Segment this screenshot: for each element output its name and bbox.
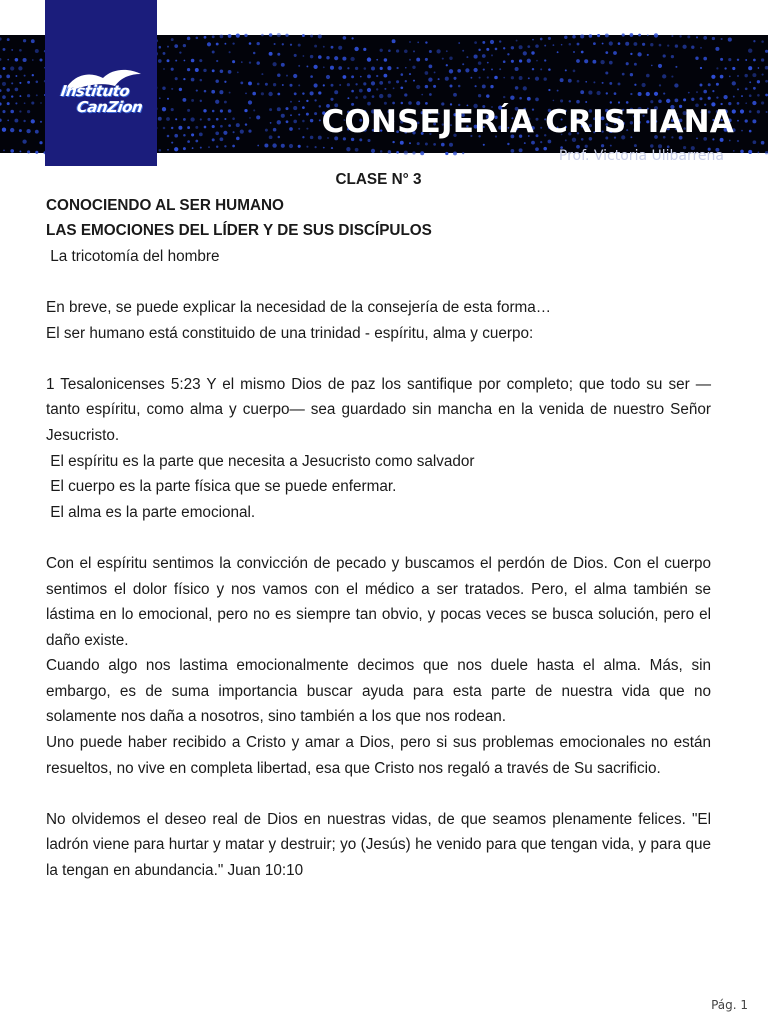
point-soul: El alma es la parte emocional.: [50, 503, 256, 521]
class-number: CLASE N° 3: [335, 171, 422, 188]
professor-name: Prof. Victoria Ulibarrena: [558, 148, 724, 164]
heading-primary: CONOCIENDO AL SER HUMANO: [46, 196, 284, 214]
page-number: Pág. 1: [711, 998, 748, 1012]
logo-text-canzion: CanZion: [75, 98, 144, 116]
paragraph-intro-1: En breve, se puede explicar la necesidad de la consejería de esta forma…: [46, 298, 552, 316]
document-body: [46, 167, 711, 884]
paragraph-conclusion: No olvidemos el deseo real de Dios en nuestras vidas, de que seamos plenamente felices. "El ladrón viene para hurtar y matar y destruir; yo (Jesús) he venido para que tengan vida, y para que la tengan en abundancia." Juan 10:10: [46, 810, 711, 880]
course-title: CONSEJERÍA CRISTIANA: [321, 104, 734, 140]
intro-line: La tricotomía del hombre: [50, 247, 220, 265]
paragraph-freedom: Uno puede haber recibido a Cristo y amar a Dios, pero si sus problemas emocionales no están resueltos, no vive en completa libertad, esa que Cristo nos regaló a través de Su sacrificio.: [46, 734, 711, 777]
logo-tab: [45, 0, 157, 166]
paragraph-spirit-body-soul: Con el espíritu sentimos la convicción de pecado y buscamos el perdón de Dios. Con el cuerpo sentimos el dolor físico y nos vamos con el médico a ser tratados. Pero, el alma también se lástima en lo emocional, pero no es siempre tan obvio, y pocas veces se busca solución, pero el daño existe.: [46, 554, 711, 649]
heading-secondary: LAS EMOCIONES DEL LÍDER Y DE SUS DISCÍPULOS: [46, 222, 432, 240]
paragraph-emotional-hurt: Cuando algo nos lastima emocionalmente decimos que nos duele hasta el alma. Más, sin embargo, es de suma importancia buscar ayuda para esta parte de nuestra vida que no solamente nos daña a nosotros, sino también a los que nos rodean.: [46, 657, 711, 726]
logo-text-instituto: Instituto: [59, 82, 131, 100]
bible-verse: 1 Tesalonicenses 5:23 Y el mismo Dios de paz los santifique por completo; que todo su ser —tanto espíritu, como alma y cuerpo— sea guardado sin mancha en la venida de nuestro Señor Jesucristo.: [46, 375, 711, 444]
point-body: El cuerpo es la parte física que se puede enfermar.: [50, 478, 397, 496]
paragraph-intro-2: El ser humano está constituido de una trinidad - espíritu, alma y cuerpo:: [46, 324, 534, 342]
point-spirit: El espíritu es la parte que necesita a Jesucristo como salvador: [50, 452, 475, 470]
